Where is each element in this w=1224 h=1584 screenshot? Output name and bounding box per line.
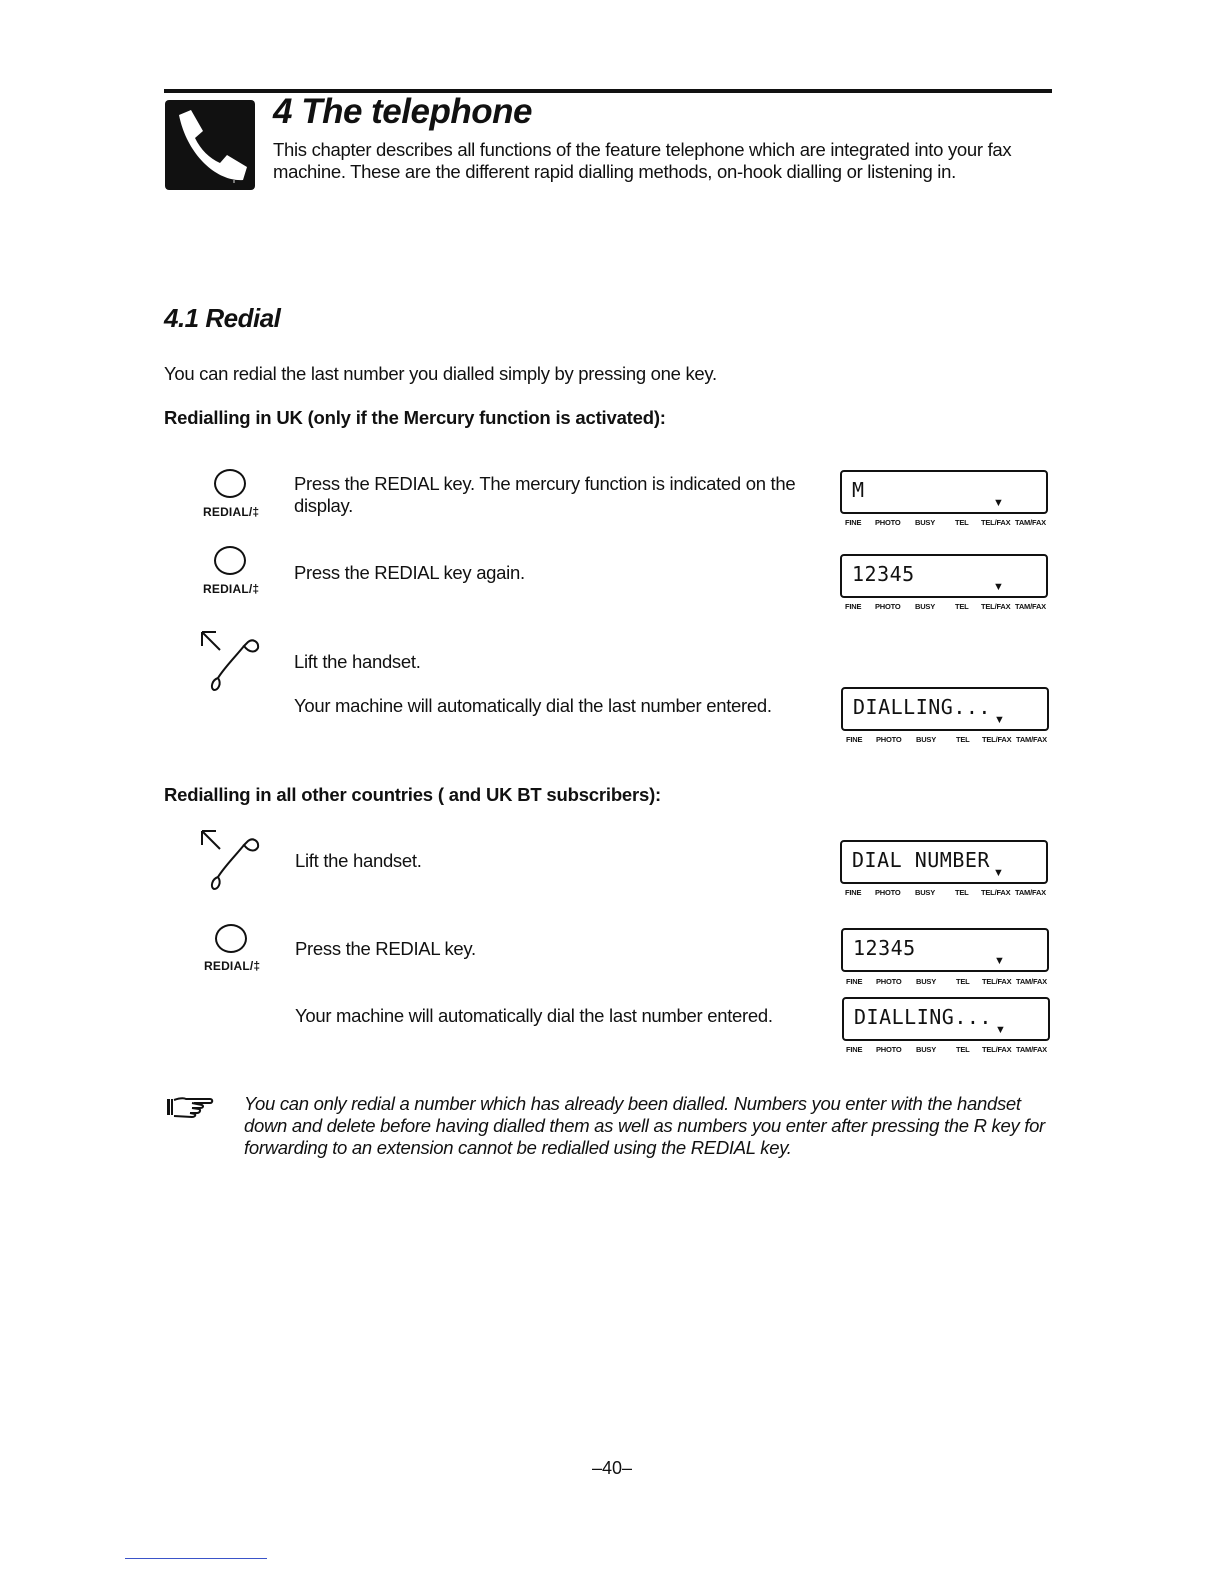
other-step-3-text: Your machine will automatically dial the last number entered. bbox=[295, 1005, 773, 1026]
lift-handset-icon bbox=[198, 827, 264, 891]
uk-step-2-text: Press the REDIAL key again. bbox=[294, 562, 525, 583]
display-panel bbox=[842, 997, 1050, 1041]
chapter-intro: This chapter describes all functions of the feature telephone which are integrated into your fax machine. These are the different rapid dialling methods, on-hook dialling or listening in. bbox=[273, 139, 1012, 182]
redial-key-label: REDIAL/‡ bbox=[203, 505, 260, 519]
chapter-title: 4 The telephone bbox=[273, 92, 532, 131]
uk-step-4-text: Your machine will automatically dial the last number entered. bbox=[294, 695, 772, 716]
down-arrow-icon: ▼ bbox=[994, 955, 1005, 967]
redial-key-icon bbox=[214, 469, 246, 498]
page-number: –40– bbox=[591, 1458, 633, 1478]
uk-step-3-text: Lift the handset. bbox=[294, 651, 421, 672]
display-text: DIALLING... bbox=[854, 1005, 992, 1029]
display-panel bbox=[841, 687, 1049, 731]
redial-key-icon bbox=[214, 546, 246, 575]
status-indicators: FINE PHOTO BUSY TEL TEL/FAX TAM/FAX bbox=[845, 518, 1046, 527]
status-indicators: FINE PHOTO BUSY TEL TEL/FAX TAM/FAX bbox=[846, 1045, 1047, 1054]
other-step-1-text: Lift the handset. bbox=[295, 850, 422, 871]
display-text: DIAL NUMBER bbox=[852, 848, 990, 872]
display-panel bbox=[841, 928, 1049, 972]
section-title: 4.1 Redial bbox=[164, 303, 281, 333]
redial-key-label: REDIAL/‡ bbox=[203, 582, 260, 596]
other-heading: Redialling in all other countries ( and UK BT subscribers): bbox=[164, 784, 662, 805]
footer-line bbox=[125, 1558, 267, 1559]
status-indicators: FINE PHOTO BUSY TEL TEL/FAX TAM/FAX bbox=[846, 977, 1047, 986]
telephone-chapter-icon bbox=[165, 100, 255, 190]
uk-step-1-text: Press the REDIAL key. The mercury function is indicated on the display. bbox=[294, 473, 796, 516]
note-text: You can only redial a number which has already been dialled. Numbers you enter with the handset down and delete before having dialled them as well as numbers you enter after pressing the R key for forwarding to an extension cannot be redialled using the REDIAL key. bbox=[244, 1093, 1045, 1158]
display-panel bbox=[840, 840, 1048, 884]
down-arrow-icon: ▼ bbox=[995, 1024, 1006, 1036]
lift-handset-icon bbox=[198, 628, 264, 692]
display-text: DIALLING... bbox=[853, 695, 991, 719]
status-indicators: FINE PHOTO BUSY TEL TEL/FAX TAM/FAX bbox=[846, 735, 1047, 744]
down-arrow-icon: ▼ bbox=[993, 867, 1004, 879]
redial-key-icon bbox=[215, 924, 247, 953]
display-panel bbox=[840, 554, 1048, 598]
status-indicators: FINE PHOTO BUSY TEL TEL/FAX TAM/FAX bbox=[845, 602, 1046, 611]
redial-key-label: REDIAL/‡ bbox=[204, 959, 261, 973]
display-text: 12345 bbox=[853, 936, 916, 960]
section-lead: You can redial the last number you dialled simply by pressing one key. bbox=[164, 363, 717, 384]
display-panel bbox=[840, 470, 1048, 514]
down-arrow-icon: ▼ bbox=[993, 497, 1004, 509]
display-text: 12345 bbox=[852, 562, 915, 586]
pointing-hand-note-icon bbox=[166, 1094, 214, 1118]
other-step-2-text: Press the REDIAL key. bbox=[295, 938, 476, 959]
down-arrow-icon: ▼ bbox=[994, 714, 1005, 726]
status-indicators: FINE PHOTO BUSY TEL TEL/FAX TAM/FAX bbox=[845, 888, 1046, 897]
display-text: M bbox=[852, 478, 865, 502]
uk-heading: Redialling in UK (only if the Mercury function is activated): bbox=[164, 407, 666, 428]
down-arrow-icon: ▼ bbox=[993, 581, 1004, 593]
